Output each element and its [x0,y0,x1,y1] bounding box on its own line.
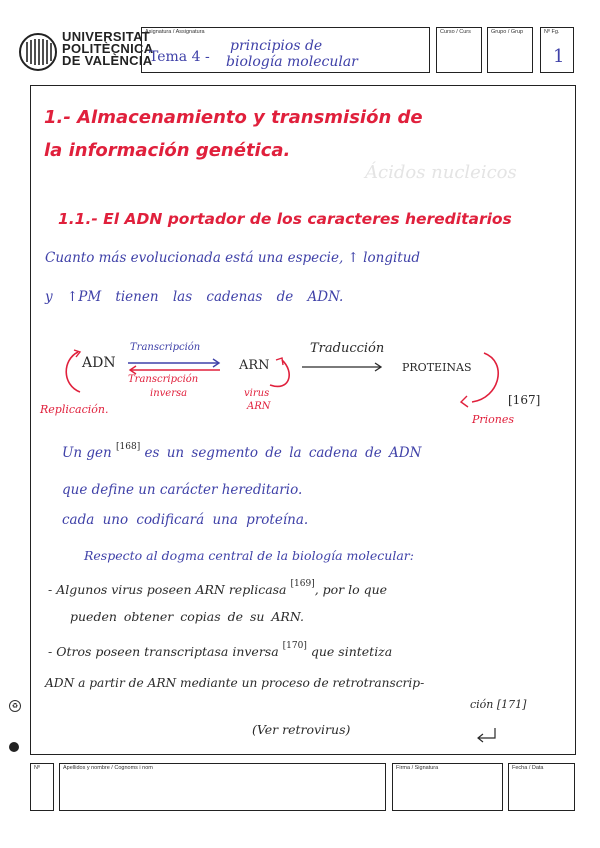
section-title-line1: 1.- Almacenamiento y transmisión de [44,107,423,128]
gen-line1-end: es un segmento de la cadena de ADN [144,445,422,461]
footer-signature-box [392,763,503,811]
see-retrovirus-note: (Ver retrovirus) [252,722,351,737]
label-transcripcion-inversa-2: inversa [150,388,188,399]
bullet-2-start: - Otros poseen transcriptasa inversa [48,644,279,659]
node-proteinas: PROTEINAS [402,361,472,374]
recycled-paper-icon: ♻ [9,700,21,712]
gen-line2: que define un carácter hereditario. [62,482,303,498]
subject-value: Tema 4 - [149,49,210,65]
subject-title-1: principios de [230,38,323,54]
bullet-2-line2: ADN a partir de ARN mediante un proceso de retrotranscrip- [45,676,425,690]
reference-169: [169] [290,579,315,589]
node-adn: ADN [82,355,116,371]
subject-title-2: biología molecular [226,54,358,70]
footer-date-box [508,763,575,811]
bullet-1-line2: pueden obtener copias de su ARN. [70,609,304,624]
paper-mark-icon [9,742,19,752]
page-number: 1 [553,46,565,67]
gen-line1-start: Un gen [62,445,112,461]
subsection-title: 1.1.- El ADN portador de los caracteres hereditarios [58,210,512,228]
gen-line1 [62,442,422,461]
footer-name-box [59,763,386,811]
paragraph-1-line1: Cuanto más evolucionada está una especie, ↑ longitud [45,250,421,266]
footer-signature-label: Firma / Signatura [396,765,439,771]
course-label: Curso / Curs [440,29,471,35]
node-arn: ARN [239,358,270,373]
reference-170: [170] [282,641,307,651]
subject-label: Asignatura / Assignatura [145,29,205,35]
label-priones: Priones [472,413,515,426]
paragraph-1-line2: y ↑PM tienen las cadenas de ADN. [45,289,344,305]
bullet-1-line1 [48,579,388,597]
group-label: Grupo / Grup [491,29,524,35]
footer-number-box [30,763,54,811]
label-virus-arn: ARN [247,401,271,412]
label-transcripcion-inversa-1: Transcripción [128,374,199,385]
page-label: Nº Fg. [544,29,560,35]
section-title-line2: la información genética. [44,140,291,161]
bullet-2-end: que sintetiza [310,644,393,659]
bullet-2-line1 [48,641,393,659]
footer-date-label: Fecha / Data [512,765,544,771]
label-traduccion: Traducción [310,341,385,356]
university-name: UNIVERSITAT POLITÈCNICA DE VALÈNCIA [62,29,154,68]
label-virus: virus [244,388,270,399]
label-transcripcion: Transcripción [130,342,201,353]
ghost-heading: Ácidos nucleicos [365,162,517,183]
gen-line3: cada uno codificará una proteína. [62,512,309,528]
bullet-1-start: - Algunos virus poseen ARN replicasa [48,582,287,597]
dogma-intro: Respecto al dogma central de la biología molecular: [84,548,414,563]
reference-167: [167] [508,393,541,407]
footer-name-label: Apellidos y nombre / Cognoms i nom [63,765,153,771]
reference-168: [168] [116,442,141,452]
bullet-1-end: , por lo que [314,582,388,597]
footer-number-label: Nº [34,765,40,771]
bullet-2-line3: ción [171] [470,698,527,711]
label-replicacion: Replicación. [40,403,109,416]
